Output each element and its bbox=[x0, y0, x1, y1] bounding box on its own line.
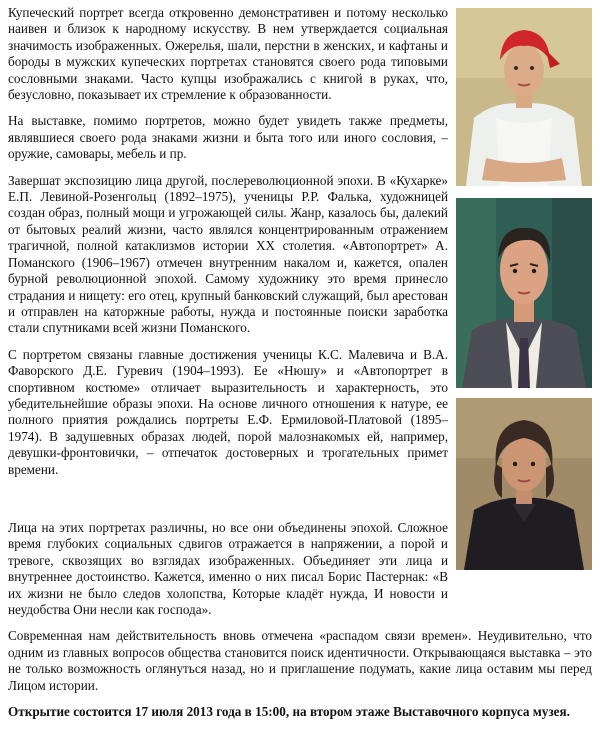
text-column bbox=[8, 5, 448, 488]
paragraph-modern-reality: Современная нам действительность вновь отмечена «распадом связи времен». Неудивительно, что одним из главных вопросов общества становится поиск идентичности. Открывающаяся выставка – это не только возможность оглянуться назад, но и приглашение подумать, какие лица оставим мы перед Лицом истории. bbox=[8, 628, 592, 693]
portrait-image-1 bbox=[456, 8, 592, 186]
portrait-image-3 bbox=[456, 398, 592, 570]
portrait-image-2 bbox=[456, 198, 592, 388]
paragraph-gurevich: С портретом связаны главные достижения ученицы К.С. Малевича и В.А. Фаворского Д.Е. Гуревич (1904–1993). Ее «Нюшу» и «Автопортрет в спортивном костюме» отличает выразительность и характерность, это убедительнейшие образы эпохи. На основе личного отношения к натуре, ее полного приятия рождались портреты Е.Ф. Ермиловой-Платовой (1895–1974). В задушевных образах людей, порой малознакомых ей, например, девушки-фронтовички, – отпечаток достоверных и трогательных примет времени. bbox=[8, 346, 448, 477]
paragraph-opening-announcement: Открытие состоится 17 июля 2013 года в 15:00, на втором этаже Выставочного корпуса музея. bbox=[8, 704, 570, 720]
dark-haired-woman-portrait bbox=[456, 398, 592, 570]
paragraph-post-revolution: Завершат экспозицию лица другой, послереволюционной эпохи. В «Кухарке» Е.П. Левиной-Розенгольц (1892–1975), ученицы Р.Р. Фалька, художницей создан образ, полный мощи и угрожающей силы. Жанр, казалось бы, далекий от бытовых реалий жизни, часто являлся концентрированным отражением трагичной, полной катаклизмов истории ХХ столетия. «Автопортрет» А. Поманского (1906–1967) отмечен внутренним накалом и, кажется, опален бурной революционной эпохой. Самому художнику это время принесло страдания и нищету: его отец, крупный банковский служащий, был арестован и отправлен на каторжные работы, нужда и постоянные поиски заработка стали спутниками всей жизни Поманского. bbox=[8, 172, 448, 336]
paragraph-faces-epoch: Лица на этих портретах различны, но все они объединены эпохой. Сложное время глубоких социальных сдвигов отражается в напряжении, а порой и тревоге, сквозящих во взглядах изображенных. Объединяет эти лица и внутреннее достоинство. Кажется, именно о них писал Борис Пастернак: «В их жизни не было следов холопства, Которые кладёт нужда, И новости и неудобства Они несли как господа». bbox=[8, 520, 448, 618]
paragraph-merchant-portrait: Купеческий портрет всегда откровенно демонстративен и потому несколько наивен и близок к народному искусству. В нем утверждается социальная значимость изображенных. Ожерелья, шали, перстни в женских, и кафтаны и бороды в мужских купеческих портретах становятся своего рода типовыми сословными знаками. Часто купцы изображались с книгой в руках, что, безусловно, показывает их стремление к образованности. bbox=[8, 5, 448, 103]
paragraph-exhibition-objects: На выставке, помимо портретов, можно будет увидеть также предметы, являвшиеся своего рода знаками жизни и быта того или иного сословия, – оружие, самовары, мебель и пр. bbox=[8, 113, 448, 162]
young-man-self-portrait bbox=[456, 198, 592, 388]
woman-red-headscarf-portrait bbox=[456, 8, 592, 186]
